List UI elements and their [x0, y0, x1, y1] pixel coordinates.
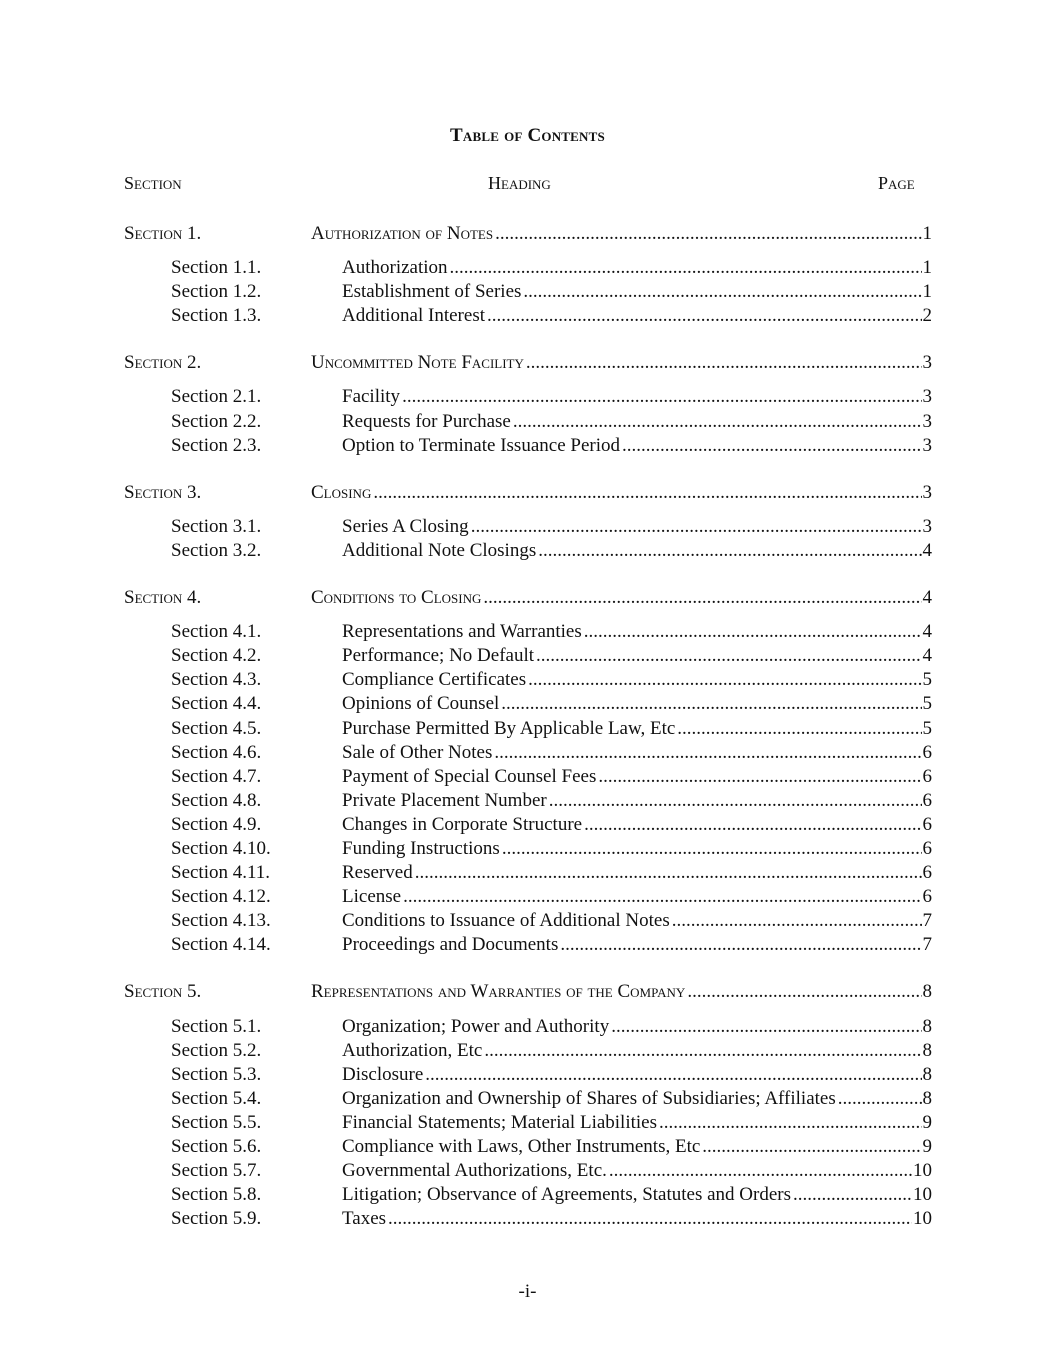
section-heading: Organization; Power and Authority [342, 1015, 610, 1037]
toc-section-row [124, 222, 932, 246]
section-number: Section 2.2. [171, 410, 262, 432]
page-reference: 7 [922, 910, 932, 932]
section-heading: Conditions to Issuance of Additional Notes [342, 910, 670, 932]
section-number: Section 3.2. [171, 539, 262, 561]
dot-leader [598, 765, 921, 789]
section-heading: Facility [342, 386, 401, 408]
section-heading: Reserved [342, 862, 413, 884]
toc-entry [342, 909, 932, 933]
section-number: Section 1.2. [171, 281, 262, 303]
section-number: Section 4.1. [171, 621, 262, 643]
section-heading: Representations and Warranties of the Company [311, 981, 686, 1003]
dot-leader [702, 1135, 921, 1159]
toc-entry [342, 1159, 932, 1183]
section-number: Section 4.2. [171, 645, 262, 667]
toc-section-group [124, 980, 932, 1231]
toc-subsection-row [124, 385, 932, 409]
toc-section-group [124, 586, 932, 957]
toc-subsection-row [124, 765, 932, 789]
page-reference: 10 [913, 1184, 932, 1206]
toc-entry [342, 765, 932, 789]
toc-entry [342, 789, 932, 813]
toc-subsection-row [124, 717, 932, 741]
toc-entry [311, 586, 932, 610]
page-reference: 3 [922, 386, 932, 408]
section-number: Section 4.3. [171, 669, 262, 691]
toc-entry [342, 385, 932, 409]
page-reference: 4 [922, 539, 932, 561]
toc-section-row [124, 586, 932, 610]
toc-subsection-row [124, 813, 932, 837]
section-number: Section 5.1. [171, 1015, 262, 1037]
page-reference: 4 [922, 587, 932, 609]
section-number: Section 2.1. [171, 386, 262, 408]
toc-subsection-row [124, 1087, 932, 1111]
dot-leader [484, 1039, 921, 1063]
dot-leader [622, 434, 922, 458]
section-heading: Uncommitted Note Facility [311, 352, 524, 374]
toc-subsection-row [124, 789, 932, 813]
section-number: Section 4.10. [171, 837, 271, 859]
page-reference: 10 [913, 1160, 932, 1182]
section-heading: Disclosure [342, 1063, 424, 1085]
page-reference: 9 [922, 1136, 932, 1157]
dot-leader [425, 1063, 921, 1087]
dot-leader [793, 1183, 912, 1207]
dot-leader [402, 385, 921, 409]
toc-entry [342, 861, 932, 885]
section-number: Section 4.5. [171, 717, 262, 739]
section-number: Section 2. [124, 352, 202, 374]
toc-subsection-row [124, 1111, 932, 1135]
page-reference: 6 [922, 741, 932, 763]
dot-leader [838, 1087, 922, 1111]
toc-subsection-row [124, 256, 932, 280]
section-heading: Requests for Purchase [342, 410, 511, 432]
section-number: Section 4.13. [171, 910, 271, 932]
page-reference: 1 [922, 223, 932, 244]
page-reference: 3 [922, 515, 932, 537]
section-heading: Authorization of Notes [311, 223, 494, 244]
dot-leader [501, 692, 921, 716]
dot-leader [609, 1159, 912, 1183]
section-heading: Taxes [342, 1208, 387, 1230]
toc-subsection-row [124, 1015, 932, 1039]
dot-leader [672, 909, 922, 933]
dot-leader [584, 813, 921, 837]
toc-entry [342, 1183, 932, 1207]
section-heading: Compliance Certificates [342, 669, 527, 691]
section-heading: Financial Statements; Material Liabilities [342, 1111, 658, 1133]
toc-subsection-row [124, 1207, 932, 1231]
page-reference: 6 [922, 886, 932, 908]
column-header-heading: Heading [488, 173, 551, 193]
section-number: Section 4.6. [171, 741, 262, 763]
section-heading: Changes in Corporate Structure [342, 813, 583, 835]
dot-leader [388, 1207, 912, 1231]
toc-entry [342, 620, 932, 644]
dot-leader [502, 837, 922, 861]
toc-subsection-row [124, 620, 932, 644]
section-heading: Closing [311, 481, 372, 503]
section-heading: Conditions to Closing [311, 587, 482, 609]
page-reference: 8 [922, 1039, 932, 1061]
page-reference: 3 [922, 481, 932, 503]
toc-entry [311, 481, 932, 505]
toc-subsection-row [124, 861, 932, 885]
dot-leader [373, 481, 921, 505]
toc-subsection-row [124, 1159, 932, 1183]
toc-subsection-row [124, 837, 932, 861]
toc-entry [342, 741, 932, 765]
toc-entry [342, 515, 932, 539]
section-number: Section 3. [124, 481, 202, 503]
dot-leader [494, 741, 921, 765]
toc-section-group [124, 351, 932, 457]
section-number: Section 5.8. [171, 1184, 262, 1206]
page-reference: 10 [913, 1208, 932, 1230]
section-number: Section 5.3. [171, 1063, 262, 1085]
section-number: Section 4.8. [171, 789, 262, 811]
toc-section-row [124, 980, 932, 1004]
toc-subsection-row [124, 933, 932, 957]
section-heading: Authorization, Etc [342, 1039, 483, 1061]
section-heading: Private Placement Number [342, 789, 547, 811]
toc-entry [342, 304, 932, 328]
toc-subsection-row [124, 434, 932, 458]
dot-leader [403, 885, 921, 909]
page-reference: 1 [922, 257, 932, 279]
toc-subsection-row [124, 909, 932, 933]
toc-subsection-row [124, 304, 932, 328]
toc-subsection-row [124, 668, 932, 692]
toc-subsection-row [124, 741, 932, 765]
section-number: Section 5.9. [171, 1208, 262, 1230]
toc-subsection-row [124, 1063, 932, 1087]
toc-subsection-row [124, 1183, 932, 1207]
toc-section-group [124, 481, 932, 563]
page-reference: 8 [922, 981, 932, 1003]
section-heading: Series A Closing [342, 515, 469, 537]
section-heading: Governmental Authorizations, Etc. [342, 1160, 607, 1182]
section-number: Section 5.4. [171, 1087, 262, 1109]
dot-leader [495, 222, 921, 246]
section-number: Section 5.5. [171, 1111, 262, 1133]
toc-entry [342, 1111, 932, 1135]
toc-section-row [124, 351, 932, 375]
section-number: Section 5.2. [171, 1039, 262, 1061]
toc-entry [342, 837, 932, 861]
dot-leader [560, 933, 921, 957]
toc-entry [342, 885, 932, 909]
toc-subsection-row [124, 692, 932, 716]
toc-subsection-row [124, 1135, 932, 1159]
toc-entry [342, 644, 932, 668]
toc-entry [342, 717, 932, 741]
dot-leader [677, 717, 921, 741]
section-number: Section 4. [124, 587, 202, 609]
page-reference: 4 [922, 645, 932, 667]
page-reference: 6 [922, 813, 932, 835]
toc-entry [342, 1207, 932, 1231]
page-reference: 6 [922, 837, 932, 859]
dot-leader [483, 586, 921, 610]
page-reference: 5 [922, 693, 932, 715]
page-reference: 5 [922, 717, 932, 739]
toc-entry [342, 1015, 932, 1039]
dot-leader [415, 861, 922, 885]
page-reference: 6 [922, 862, 932, 884]
section-heading: Funding Instructions [342, 837, 500, 859]
page-reference: 9 [922, 1111, 932, 1133]
table-of-contents [124, 222, 932, 1254]
dot-leader [523, 280, 921, 304]
page-reference: 1 [922, 281, 932, 303]
page-reference: 4 [922, 621, 932, 643]
toc-entry [342, 280, 932, 304]
section-heading: Option to Terminate Issuance Period [342, 434, 620, 456]
toc-entry [342, 933, 932, 957]
page-reference: 6 [922, 789, 932, 811]
section-number: Section 4.14. [171, 934, 271, 956]
dot-leader [526, 351, 922, 375]
section-heading: Organization and Ownership of Shares of Subsidiaries; Affiliates [342, 1087, 836, 1109]
section-heading: Authorization [342, 257, 448, 279]
page-reference: 8 [922, 1015, 932, 1037]
section-heading: Sale of Other Notes [342, 741, 493, 763]
toc-subsection-row [124, 1039, 932, 1063]
toc-entry [342, 692, 932, 716]
page-reference: 5 [922, 669, 932, 691]
toc-subsection-row [124, 410, 932, 434]
toc-entry [342, 668, 932, 692]
section-number: Section 5.6. [171, 1136, 262, 1157]
section-number: Section 4.12. [171, 886, 271, 908]
toc-subsection-row [124, 280, 932, 304]
page-reference: 3 [922, 434, 932, 456]
toc-entry [311, 980, 932, 1004]
dot-leader [538, 539, 921, 563]
toc-entry [342, 539, 932, 563]
page-reference: 8 [922, 1087, 932, 1109]
section-heading: Purchase Permitted By Applicable Law, Etc [342, 717, 676, 739]
toc-section-group [124, 222, 932, 328]
page-reference: 7 [922, 934, 932, 956]
dot-leader [611, 1015, 921, 1039]
toc-entry [342, 813, 932, 837]
toc-subsection-row [124, 515, 932, 539]
section-number: Section 1.1. [171, 257, 262, 279]
section-heading: Representations and Warranties [342, 621, 582, 643]
page-reference: 3 [922, 410, 932, 432]
page-number: -i- [518, 1281, 537, 1302]
section-number: Section 1.3. [171, 305, 262, 327]
section-heading: Establishment of Series [342, 281, 522, 303]
dot-leader [450, 256, 922, 280]
page-reference: 8 [922, 1063, 932, 1085]
page-reference: 3 [922, 352, 932, 374]
dot-leader [487, 304, 922, 328]
section-number: Section 1. [124, 223, 202, 244]
section-heading: License [342, 886, 402, 908]
toc-entry [342, 434, 932, 458]
dot-leader [687, 980, 921, 1004]
dot-leader [536, 644, 921, 668]
toc-entry [342, 1135, 932, 1159]
column-header-section: Section [124, 173, 182, 193]
section-heading: Performance; No Default [342, 645, 535, 667]
toc-subsection-row [124, 539, 932, 563]
section-number: Section 2.3. [171, 434, 262, 456]
section-heading: Additional Interest [342, 305, 485, 327]
dot-leader [471, 515, 922, 539]
column-header-page: Page [878, 173, 915, 193]
section-heading: Opinions of Counsel [342, 693, 500, 715]
section-number: Section 4.7. [171, 765, 262, 787]
dot-leader [659, 1111, 921, 1135]
section-heading: Proceedings and Documents [342, 934, 559, 956]
dot-leader [528, 668, 921, 692]
dot-leader [549, 789, 922, 813]
toc-subsection-row [124, 885, 932, 909]
section-heading: Litigation; Observance of Agreements, Statutes and Orders [342, 1184, 792, 1206]
toc-section-row [124, 481, 932, 505]
dot-leader [584, 620, 922, 644]
section-number: Section 4.4. [171, 693, 262, 715]
toc-entry [342, 1063, 932, 1087]
section-number: Section 5.7. [171, 1160, 262, 1182]
toc-title: Table of Contents [450, 125, 605, 146]
toc-subsection-row [124, 644, 932, 668]
toc-entry [342, 410, 932, 434]
page-reference: 6 [922, 765, 932, 787]
dot-leader [513, 410, 922, 434]
toc-entry [342, 1087, 932, 1111]
section-number: Section 4.11. [171, 862, 271, 884]
page-reference: 2 [922, 305, 932, 327]
section-heading: Compliance with Laws, Other Instruments, Etc [342, 1136, 701, 1157]
section-heading: Payment of Special Counsel Fees [342, 765, 597, 787]
toc-entry [311, 222, 932, 246]
section-number: Section 5. [124, 981, 202, 1003]
toc-entry [342, 1039, 932, 1063]
section-number: Section 3.1. [171, 515, 262, 537]
section-heading: Additional Note Closings [342, 539, 537, 561]
toc-entry [342, 256, 932, 280]
toc-entry [311, 351, 932, 375]
section-number: Section 4.9. [171, 813, 262, 835]
